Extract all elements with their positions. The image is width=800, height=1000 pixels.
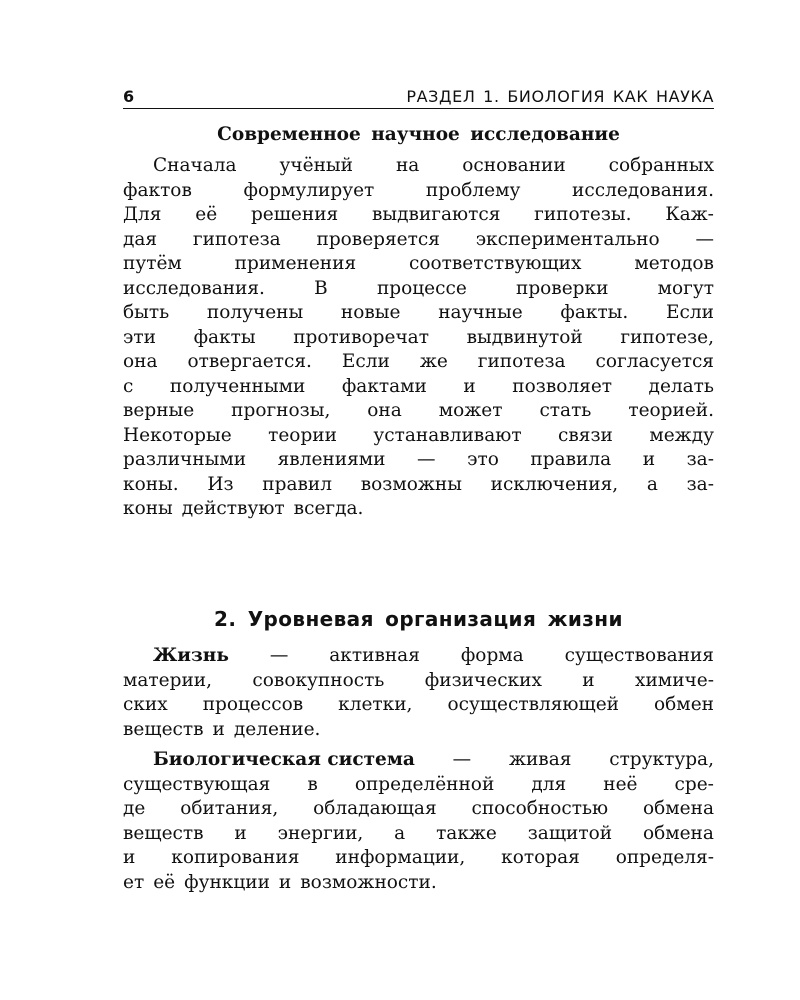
word: возможны <box>360 473 462 495</box>
word: определённой <box>354 773 495 795</box>
word: — <box>452 749 472 770</box>
word: де <box>123 798 146 819</box>
paragraph-line <box>123 326 714 351</box>
word: клетки, <box>338 694 413 715</box>
word: функции <box>184 871 270 893</box>
word: гипотеза <box>192 228 281 250</box>
word: защитой <box>527 822 613 844</box>
word: химиче- <box>635 669 714 691</box>
word: могут <box>657 277 714 299</box>
word: исследования. <box>572 179 714 201</box>
word: обмена <box>643 798 714 819</box>
word: за- <box>686 449 714 470</box>
word: факты. <box>560 302 629 323</box>
word: структура, <box>609 749 714 770</box>
word: она <box>123 351 158 372</box>
word: процессов <box>202 694 304 715</box>
page-number: 6 <box>123 87 135 106</box>
word: соответствующих <box>409 253 582 274</box>
word: ет <box>123 871 145 893</box>
word: способностью <box>471 798 609 819</box>
word: быть <box>123 302 170 323</box>
word: энергии, <box>277 822 364 844</box>
word: и <box>642 449 656 470</box>
word: коны. <box>123 473 179 495</box>
term-biological-system: Биологическая система <box>153 749 415 770</box>
word: коны <box>123 498 173 519</box>
definition-life <box>123 644 714 742</box>
running-title: РАЗДЕЛ 1. БИОЛОГИЯ КАК НАУКА <box>406 87 714 106</box>
word: Каж- <box>665 204 714 225</box>
word: теории <box>268 424 337 446</box>
word: форма <box>460 645 524 666</box>
word: гипотеза <box>477 351 566 372</box>
word: всегда. <box>293 498 364 519</box>
word: неё <box>603 773 638 795</box>
paragraph-line <box>123 669 714 694</box>
word: — <box>417 449 436 470</box>
paragraph-line <box>123 718 714 743</box>
word: обитания, <box>180 798 279 819</box>
word: Из <box>207 473 234 495</box>
paragraph-line <box>123 179 714 204</box>
paragraph-line <box>123 473 714 498</box>
word: её <box>153 871 176 893</box>
word: — <box>269 645 289 666</box>
paragraph-line <box>123 773 714 798</box>
word: а <box>394 822 406 844</box>
paragraph-line <box>123 693 714 718</box>
paragraph-line <box>123 252 714 277</box>
word: существования <box>564 645 714 666</box>
word: материи, <box>123 669 212 691</box>
word: между <box>649 424 714 446</box>
word: формулирует <box>243 179 375 201</box>
word: её <box>195 204 218 225</box>
page-header <box>123 84 714 109</box>
word: и <box>582 669 595 691</box>
word: явлениями <box>277 449 386 470</box>
word: исследования. <box>123 277 265 299</box>
paragraph-line <box>123 846 714 871</box>
paragraph-line <box>123 350 714 375</box>
paragraph-line <box>123 277 714 302</box>
word: полученными <box>169 375 306 397</box>
word: ских <box>123 694 168 715</box>
word: существующая <box>123 773 271 795</box>
word: в <box>307 773 318 795</box>
word: верные <box>123 400 195 421</box>
paragraph-line <box>123 497 714 522</box>
word: делать <box>648 375 714 397</box>
word: правил <box>262 473 332 495</box>
word: Некоторые <box>123 424 232 446</box>
word: а <box>646 473 658 495</box>
word: же <box>419 351 448 372</box>
word: основании <box>462 155 566 176</box>
word: с <box>123 375 134 397</box>
word: отвергается. <box>187 351 312 372</box>
word: физических <box>424 669 542 691</box>
word: решения <box>250 204 339 225</box>
word: методов <box>634 253 714 274</box>
word: Сначала <box>153 155 237 176</box>
word: и <box>212 718 225 740</box>
word: противоречат <box>293 326 429 348</box>
word: проверяется <box>316 228 440 250</box>
word: Если <box>341 351 390 372</box>
word: активная <box>329 645 420 666</box>
word: прогнозы, <box>231 400 331 421</box>
word: гипотезы. <box>534 204 632 225</box>
word: выдвигаются <box>372 204 501 225</box>
word: выдвинутой <box>466 326 583 348</box>
paragraph-line <box>123 203 714 228</box>
word: различными <box>123 449 247 470</box>
word: проверки <box>516 277 609 299</box>
word: обладающая <box>313 798 437 819</box>
word: научные <box>438 302 523 323</box>
word: позволяет <box>512 375 613 397</box>
word: определя- <box>615 847 714 868</box>
word: получены <box>206 302 304 323</box>
word: и <box>234 822 247 844</box>
word: — <box>695 228 714 250</box>
paragraph-line <box>123 154 714 179</box>
word: веществ <box>123 822 204 844</box>
word: веществ <box>123 718 204 740</box>
word: живая <box>508 749 572 770</box>
word: стать <box>539 400 592 421</box>
word: собранных <box>608 155 714 176</box>
word: В <box>314 277 328 299</box>
word: процессе <box>376 277 467 299</box>
paragraph-line <box>123 448 714 473</box>
word: она <box>367 400 402 421</box>
subsection-title: Современное научное исследование <box>217 124 620 145</box>
word: осуществляющей <box>447 694 620 715</box>
word: и <box>278 871 292 893</box>
word: дая <box>123 228 158 250</box>
paragraph-line <box>123 399 714 424</box>
subsection-paragraph <box>123 154 714 522</box>
paragraph-line <box>123 424 714 449</box>
word: которая <box>501 847 580 868</box>
word: проблему <box>425 179 521 201</box>
word: правила <box>530 449 612 470</box>
word: исключения, <box>490 473 619 495</box>
word: это <box>467 449 499 470</box>
word: и <box>463 375 476 397</box>
definition-first-line <box>123 748 714 773</box>
word: для <box>531 773 567 795</box>
term-life: Жизнь <box>153 645 229 666</box>
word: информации, <box>335 847 466 868</box>
word: за- <box>686 473 714 495</box>
word: фактами <box>341 375 427 397</box>
paragraph-line <box>123 301 714 326</box>
word: также <box>436 822 497 844</box>
word: на <box>395 155 420 176</box>
definition-first-line <box>123 644 714 669</box>
word: и <box>123 847 136 868</box>
word: возможности. <box>300 871 437 893</box>
word: применения <box>234 253 357 274</box>
word: копирования <box>171 847 300 868</box>
word: связи <box>558 424 613 446</box>
word: сре- <box>674 773 714 795</box>
word: теорией. <box>628 400 714 421</box>
word: согласуется <box>595 351 714 372</box>
word: деление. <box>233 718 321 740</box>
word: устанавливают <box>373 424 522 446</box>
word: факты <box>193 326 256 348</box>
paragraph-line <box>123 228 714 253</box>
word: действуют <box>181 498 285 519</box>
word: учёный <box>279 155 353 176</box>
word: обмена <box>642 822 714 844</box>
paragraph-line <box>123 797 714 822</box>
word: совокупность <box>252 669 385 691</box>
word: гипотезе, <box>620 326 714 348</box>
word: экспериментально <box>475 228 660 250</box>
word: новые <box>340 302 401 323</box>
word: может <box>438 400 503 421</box>
section-title: 2. Уровневая организация жизни <box>214 607 623 631</box>
word: фактов <box>123 179 192 201</box>
paragraph-line <box>123 871 714 896</box>
word: Для <box>123 204 162 225</box>
paragraph-line <box>123 822 714 847</box>
definition-biological-system <box>123 748 714 895</box>
word: Если <box>666 302 714 323</box>
word: путём <box>123 253 182 274</box>
word: эти <box>123 326 156 348</box>
paragraph-line <box>123 375 714 400</box>
word: обмен <box>654 694 714 715</box>
